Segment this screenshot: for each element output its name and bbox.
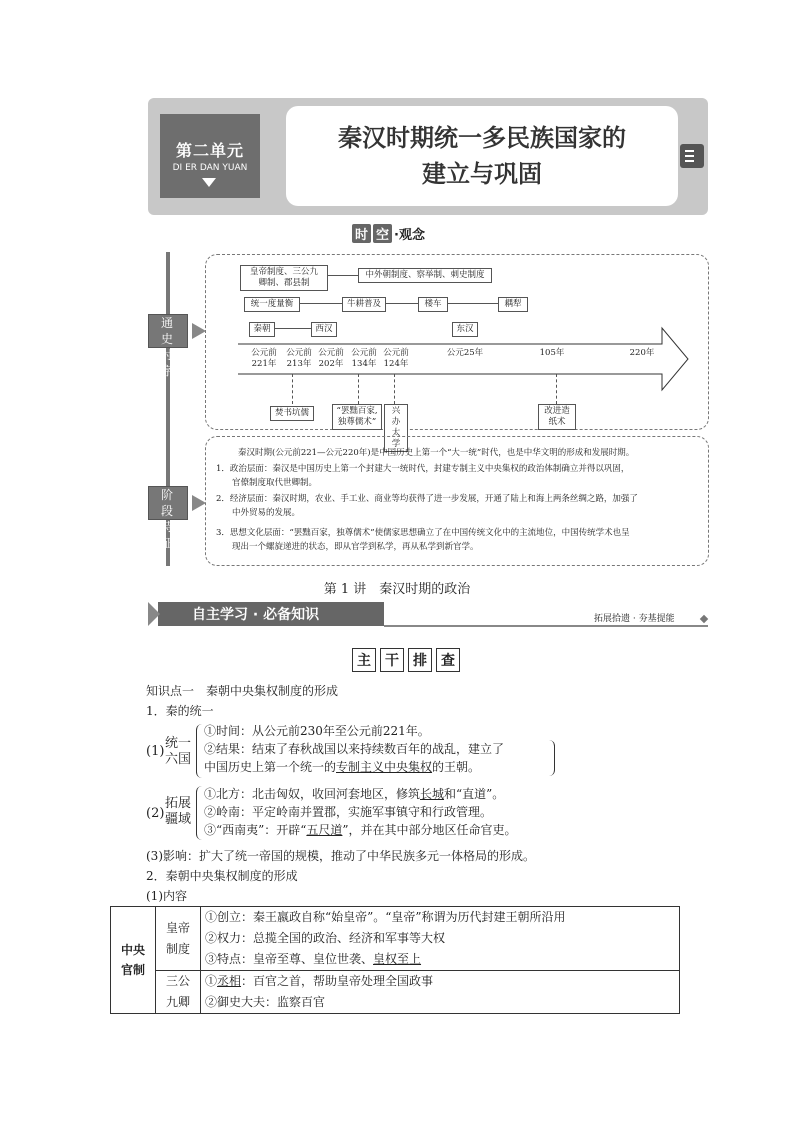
section-char: 排: [408, 648, 432, 672]
side-label-stage: [148, 486, 188, 550]
block2-num: (2): [146, 806, 165, 821]
section-char: 主: [352, 648, 376, 672]
dynasty-box: 东汉: [452, 322, 478, 337]
bottom-box-l2: 太学: [391, 428, 401, 449]
table-r1-line2: ②权力：总揽全国的政治、经济和军事等大权: [205, 931, 446, 945]
table-row2-label: 三公九卿: [165, 974, 190, 1009]
dashed-connector: [292, 374, 293, 404]
timeline-row2-box: 楼车: [418, 297, 448, 312]
block2-label: [164, 796, 192, 828]
underlined-term: 丞相: [217, 974, 242, 988]
table-label-cell: [156, 971, 201, 1014]
text-span: ③“西南夷”：开辟“: [204, 823, 307, 837]
dashed-connector: [556, 374, 557, 404]
year-l1: 公元前: [251, 348, 277, 358]
block1-line3: [204, 759, 480, 775]
bottom-box-l2: 纸术: [548, 417, 566, 427]
table-r1-line3: [205, 949, 675, 970]
block1-label-l2: 六国: [164, 752, 191, 767]
book-icon: [680, 144, 704, 168]
table-label-cell: [156, 907, 201, 971]
chevron-right-icon: [148, 602, 160, 626]
text-span: 和“直道”。: [444, 787, 505, 801]
dashed-connector: [394, 374, 395, 404]
text-span: ①北方：北击匈奴，收回河套地区，修筑: [204, 787, 421, 801]
section-char: 干: [380, 648, 404, 672]
table-content-cell: [201, 907, 680, 971]
block2-line2: ②岭南：平定岭南并置郡，实施军事镇守和行政管理。: [204, 805, 493, 819]
stage-p1a: 1．政治层面：秦汉是中国历史上第一个封建大一统时代，封建专制主义中央集权的政治体制确立并得以巩固，: [216, 464, 630, 474]
stage-intro: 秦汉时期(公元前221—公元220年)是中国历史上第一个“大一统”时代，也是中华文明的形成和发展时期。: [238, 448, 635, 458]
arrow-right-icon: [192, 323, 206, 339]
connector-line: [386, 303, 418, 304]
bottom-box-l1: 改进造: [544, 406, 570, 416]
year-l2: 134年: [351, 359, 377, 369]
stage-p2b: 中外贸易的发展。: [232, 508, 301, 518]
unit-title: [286, 120, 678, 192]
table-row: [111, 907, 680, 971]
unit-pinyin: DI ER DAN YUAN: [172, 163, 248, 173]
timeline-top-box-2: 中外朝制度、察举制、刺史制度: [358, 268, 492, 283]
text-span: ：百官之首，帮助皇帝处理全国政事: [241, 974, 434, 988]
bottom-box-l1: 焚书坑儒: [274, 408, 309, 418]
dashed-connector: [358, 374, 359, 404]
side-label-timeline: [148, 314, 188, 378]
year-l2: 124年: [383, 359, 409, 369]
timeline-top-box-1: [240, 265, 328, 291]
underlined-term: 皇权至上: [373, 952, 422, 966]
top-box1-l1: 皇帝制度、三公九: [249, 267, 318, 277]
study-divider: [384, 625, 708, 627]
connector-line: [448, 303, 498, 304]
central-government-table: [110, 906, 680, 1014]
heading-2: 2．秦朝中央集权制度的形成: [146, 869, 298, 883]
study-right-label: 拓展拾遗 · 夯基提能: [594, 614, 675, 624]
year-l1: 220年: [629, 348, 655, 358]
year-l2: 213年: [286, 359, 312, 369]
dynasty-box: 西汉: [311, 322, 337, 337]
block2-label-l1: 拓展: [164, 796, 191, 811]
block1-line2: ②结果：结束了春秋战国以来持续数百年的战乱，建立了: [204, 742, 505, 756]
top-box1-l2: 卿制、郡县制: [258, 278, 310, 288]
timeline-row2-box: 牛耕普及: [342, 297, 386, 312]
side-label-stage-l1: 阶 段: [160, 488, 177, 518]
year-l2: 202年: [318, 359, 344, 369]
left-brace: [196, 724, 203, 778]
section-heading: [352, 648, 464, 672]
underlined-term: 长城: [420, 787, 445, 801]
block2-line3: [204, 822, 517, 838]
side-label-stage-l2: 特 征: [160, 520, 177, 550]
impact-line: (3)影响：扩大了统一帝国的规模，推动了中华民族多元一体格局的形成。: [146, 849, 536, 863]
unit-title-line2: 建立与巩固: [422, 160, 542, 188]
side-label-timeline-l1: 通 史: [160, 316, 177, 346]
timeline-bottom-box: [538, 404, 576, 430]
connector-line: [328, 275, 358, 276]
timeline-row2-box: 统一度量衡: [244, 297, 300, 312]
block1-label: [164, 736, 192, 768]
right-brace: [548, 740, 555, 776]
table-row1-label: 皇帝制度: [165, 920, 190, 956]
text-span: 的王朝。: [432, 760, 481, 774]
table-row: [111, 971, 680, 1014]
stage-p1b: 官僚制度取代世卿制。: [232, 478, 318, 488]
table-content-cell: [201, 971, 680, 1014]
heading-1: 1．秦的统一: [146, 704, 214, 718]
stage-p3a: 3．思想文化层面：“罢黜百家，独尊儒术”使儒家思想确立了在中国传统文化中的主流地位，中国传统学术也呈: [216, 528, 630, 538]
concept-box-2: 空: [373, 224, 392, 243]
block1-line1: ①时间：从公元前230年至公元前221年。: [204, 724, 430, 738]
timeline-row2-box: 耦犁: [498, 297, 528, 312]
bottom-box-l2: 独尊儒术”: [337, 417, 377, 427]
left-brace: [196, 786, 203, 840]
year-l1: 公元前: [286, 348, 312, 358]
timeline-bottom-box: [332, 404, 382, 430]
section-char: 查: [436, 648, 460, 672]
block1-num: (1): [146, 744, 165, 759]
year-l2: 221年: [251, 359, 277, 369]
year-l1: 公元前: [318, 348, 344, 358]
year-l1: 105年: [539, 348, 565, 358]
concept-rest: ·观念: [394, 228, 425, 243]
dynasty-box: 秦朝: [249, 322, 275, 337]
table-r1-line1: ①创立：秦王嬴政自称“始皇帝”。“皇帝”称谓为历代封建王朝所沿用: [205, 910, 566, 924]
year-l1: 公元25年: [446, 348, 484, 358]
text-span: ③特点：皇帝至尊、皇位世袭、: [205, 952, 374, 966]
bottom-box-l1: “罢黜百家,: [336, 406, 378, 416]
table-group-label: 中央官制: [120, 943, 145, 977]
connector-line: [300, 303, 342, 304]
knowledge-point: 知识点一 秦朝中央集权制度的形成: [146, 684, 339, 698]
table-r2-line2: ②御史大夫：监察百官: [205, 995, 326, 1009]
arrow-right-icon: [192, 495, 206, 511]
timeline-arrow: [236, 322, 692, 396]
down-triangle-icon: [202, 178, 216, 187]
stage-p3b: 现出一个螺旋递进的状态，即从官学到私学，再从私学到新官学。: [232, 542, 479, 552]
block2-label-l2: 疆域: [164, 812, 191, 827]
study-title: 自主学习 · 必备知识: [192, 607, 320, 623]
stage-p2a: 2．经济层面：秦汉时期，农业、手工业、商业等均获得了进一步发展，开通了陆上和海上两条丝绸之路，加强了: [216, 494, 638, 504]
text-span: ①: [205, 974, 218, 988]
lecture-title: 第 1 讲 秦汉时期的政治: [323, 582, 471, 597]
block1-label-l1: 统一: [164, 736, 191, 751]
year-l1: 公元前: [383, 348, 409, 358]
unit-label: 第二单元: [175, 141, 244, 160]
unit-title-line1: 秦汉时期统一多民族国家的: [338, 124, 626, 152]
block2-line1: [204, 786, 504, 802]
text-span: ”，并在其中部分地区任命官吏。: [342, 823, 517, 837]
timeline-arrow-shape: [238, 328, 688, 390]
year-l1: 公元前: [351, 348, 377, 358]
table-r2-line1: [205, 971, 675, 992]
underlined-term: 五尺道: [306, 823, 343, 837]
text-span: 中国历史上第一个统一的: [204, 760, 337, 774]
side-label-timeline-l2: 时 序: [160, 348, 177, 378]
concept-heading: [352, 224, 425, 243]
concept-box-1: 时: [352, 224, 371, 243]
content-label: (1)内容: [146, 889, 187, 903]
underlined-term: 专制主义中央集权: [336, 760, 433, 774]
timeline-bottom-box: [270, 406, 314, 421]
bottom-box-l1: 兴办: [391, 406, 401, 427]
table-group-cell: [111, 907, 156, 1014]
